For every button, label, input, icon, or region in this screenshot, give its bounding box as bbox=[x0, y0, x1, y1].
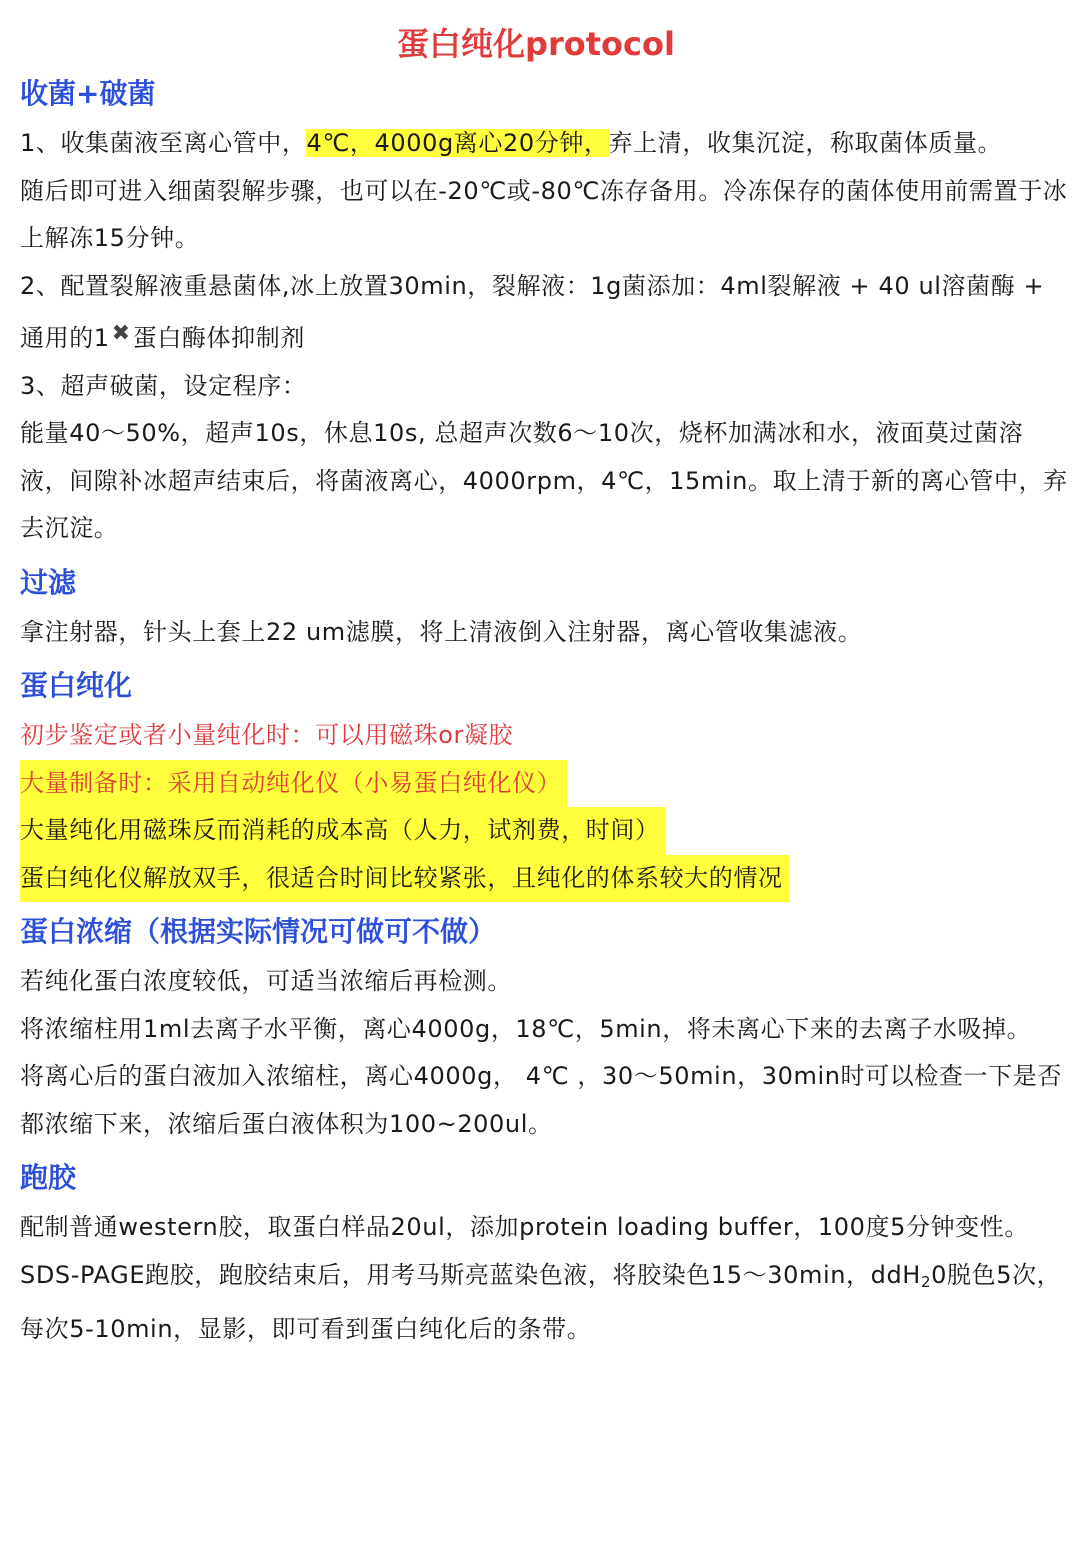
section-heading-purification: 蛋白纯化 bbox=[20, 669, 133, 702]
purification-highlight-3: 蛋白纯化仪解放双手，很适合时间比较紧张，且纯化的体系较大的情况 bbox=[20, 855, 789, 903]
gel-text-a: SDS-PAGE跑胶，跑胶结束后，用考马斯亮蓝染色液，将胶染色15～30min，ddH bbox=[20, 1260, 921, 1289]
document-page bbox=[20, 0, 1072, 1354]
concentration-paragraph-2: 将浓缩柱用1ml去离子水平衡，离心4000g，18℃，5min，将未离心下来的去离子水吸掉。 bbox=[20, 1014, 1032, 1043]
purification-highlight-2: 大量纯化用磁珠反而消耗的成本高（人力，试剂费，时间） bbox=[20, 807, 666, 855]
step-1-text-b: 弃上清，收集沉淀，称取菌体质量。 bbox=[608, 129, 1003, 157]
gel-text-b: 0脱色5次，每次5-10min，显影，即可看到蛋白纯化后的条带。 bbox=[20, 1260, 1062, 1343]
concentration-paragraph-3: 将离心后的蛋白液加入浓缩柱，离心4000g， 4℃ ，30～50min，30min时可以检查一下是否都浓缩下来，浓缩后蛋白液体积为100~200ul。 bbox=[20, 1062, 1062, 1138]
step-1-highlight: 4℃，4000g离心20分钟， bbox=[306, 129, 609, 157]
gel-subscript: 2 bbox=[920, 1272, 932, 1291]
gel-paragraph-1: 配制普通western胶，取蛋白样品20ul，添加protein loading buffer，100度5分钟变性。 bbox=[20, 1213, 1029, 1241]
section-heading-filtration: 过滤 bbox=[20, 565, 77, 599]
storage-paragraph: 随后即可进入细菌裂解步骤，也可以在-20℃或-80℃冻存备用。冷冻保存的菌体使用前需置于冰上解冻15分钟。 bbox=[20, 176, 1068, 252]
step-2-text-b: 蛋白酶体抑制剂 bbox=[132, 324, 305, 352]
section-heading-concentration: 蛋白浓缩（根据实际情况可做可不做） bbox=[20, 915, 497, 948]
filtration-paragraph: 拿注射器，针头上套上22 um滤膜，将上清液倒入注射器，离心管收集滤液。 bbox=[20, 617, 863, 646]
purification-note-2 bbox=[20, 807, 1072, 855]
step-3-paragraph: 3、超声破菌，设定程序： bbox=[20, 371, 307, 400]
concentration-paragraph-1: 若纯化蛋白浓度较低，可适当浓缩后再检测。 bbox=[20, 967, 512, 995]
step-2-paragraph bbox=[20, 263, 1072, 363]
section-heading-gel: 跑胶 bbox=[20, 1161, 77, 1194]
multiply-icon: ✖ bbox=[111, 321, 131, 346]
step-1-text-a: 1、收集菌液至离心管中， bbox=[20, 129, 307, 157]
section-heading-harvest-lysis: 收菌+破菌 bbox=[20, 77, 156, 110]
step-1-paragraph bbox=[20, 120, 1072, 168]
gel-paragraph-2 bbox=[20, 1252, 1072, 1354]
purification-note-1 bbox=[20, 760, 1072, 808]
sonication-paragraph: 能量40～50%，超声10s，休息10s, 总超声次数6～10次，烧杯加满冰和水，液面莫过菌溶液，间隙补冰超声结束后，将菌液离心，4000rpm，4℃，15min。取上清于新的离心管中，弃去沉淀。 bbox=[20, 419, 1068, 542]
purification-note-red: 初步鉴定或者小量纯化时：可以用磁珠or凝胶 bbox=[20, 721, 514, 749]
step-2-text-a: 2、配置裂解液重悬菌体,冰上放置30min，裂解液：1g菌添加：4ml裂解液 + 40 ul溶菌酶 + 通用的1 bbox=[20, 271, 1045, 352]
purification-highlight-1: 大量制备时：采用自动纯化仪（小易蛋白纯化仪） bbox=[20, 760, 567, 808]
purification-note-3 bbox=[20, 855, 1072, 903]
page-title: 蛋白纯化protocol bbox=[397, 25, 675, 63]
